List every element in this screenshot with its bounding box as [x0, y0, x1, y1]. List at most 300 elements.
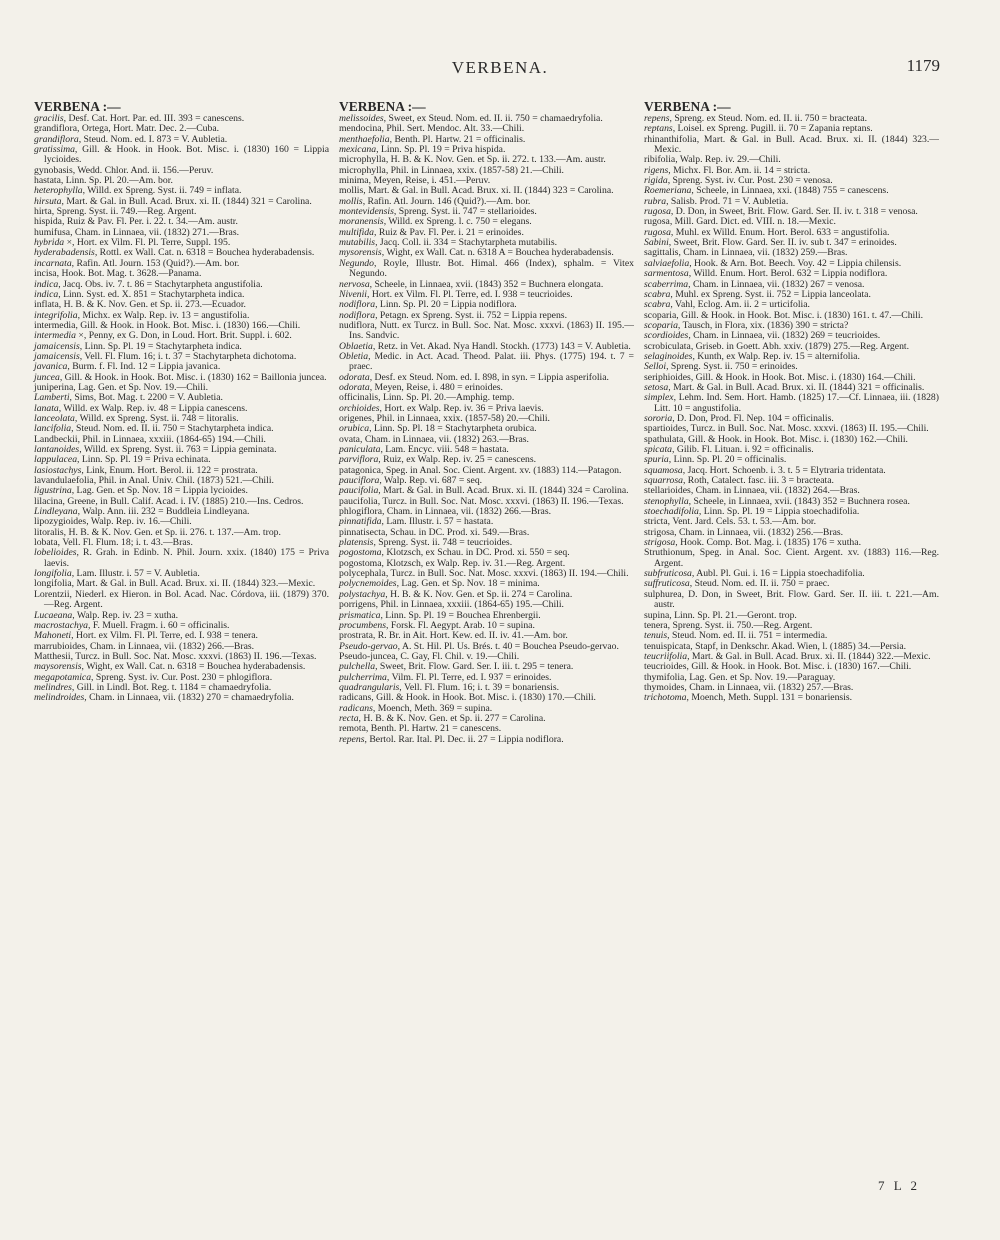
entry-citation: , Spreng. Syst. ii. 748 = teucrioides. [373, 537, 513, 549]
entry-name: lanceolata [34, 412, 75, 424]
entry-citation: , Hort. ex Vilm. Fl. Pl. Terre, ed. I. 938 = tenera. [71, 630, 258, 642]
entry-citation: , Vent. Jard. Cels. 53. t. 53.—Am. bor. [667, 516, 817, 528]
entry-citation: , Cham. in Linnaea, vii. (1832) 257.—Bras. [684, 681, 854, 693]
entry-citation: , Linn. Sp. Pl. 19 = Stachytarpheta indica. [79, 340, 242, 352]
entry-name: strigosa [644, 526, 675, 538]
entry-name: minima [339, 175, 369, 187]
entry-name: lantanoides [34, 444, 80, 455]
entry-citation: , Lag. Gen. et Sp. Nov. 18 = Lippia lycioides. [71, 485, 248, 497]
entry-citation: , Wedd. Chlor. And. ii. 156.—Peruv. [72, 164, 214, 176]
entry-citation: , D. Don, Prod. Fl. Nep. 104 = officinalis. [672, 412, 834, 424]
entry-name: polycephala [339, 568, 386, 580]
entry-citation: , Forsk. Fl. Aegypt. Arab. 10 = supina. [386, 619, 535, 631]
entry-name: radicans [339, 692, 372, 704]
entry [339, 735, 634, 745]
entry [644, 135, 939, 156]
entry-list [339, 114, 634, 745]
entry-citation: , Gilib. Fl. Lituan. i. 92 = officinalis. [671, 444, 814, 455]
entry-citation: , Griseb. in Goett. Abh. xxiv. (1879) 275.—Reg. Argent. [690, 340, 910, 352]
entry-name: stenophylla [644, 495, 689, 507]
entry-citation: , Linn. Sp. Pl. 20 = Lippia nodiflora. [375, 299, 517, 311]
entry-name: Lamberti [34, 392, 70, 404]
entry-name: scrobiculata [644, 340, 691, 352]
entry-name: incarnata [34, 257, 72, 269]
entry-citation: , Spreng. ex Steud. Nom. ed. II. ii. 750 = bracteata. [669, 113, 868, 124]
entry-name: supina [644, 609, 670, 621]
entry-name: scoparia [644, 309, 677, 321]
entry-name: lanata [34, 402, 59, 414]
entry-citation: , Jacq. Hort. Schoenb. i. 3. t. 5 = Elytraria tridentata. [682, 464, 886, 476]
entry-name: orubica [339, 423, 370, 435]
entry-citation: , Cham. in Linnaea, vii. (1832) 267 = venosa. [688, 278, 865, 290]
entry-citation: , Muhl. ex Willd. Enum. Hort. Berol. 633 = angustifolia. [670, 226, 890, 238]
entry-name: intermedia [34, 330, 76, 342]
entry-citation: , Aubl. Pl. Gui. i. 16 = Lippia stoechadifolia. [691, 568, 865, 580]
entry-citation: , F. Muell. Fragm. i. 60 = officinalis. [88, 619, 230, 631]
entry-list [644, 114, 939, 704]
entry-citation: , Lehm. Ind. Sem. Hort. Hamb. (1825) 17.—Cf. Linnaea, iii. (1828) Litt. 10 = angustifolia. [654, 392, 939, 414]
entry-citation: , Linn. Sp. Pl. 21.—Geront. trop. [669, 609, 797, 621]
entry-name: megapotamica [34, 671, 92, 683]
entry-name: strigosa [644, 537, 676, 549]
entry-citation: , R. Br. in Ait. Hort. Kew. ed. II. iv. 41.—Am. bor. [372, 630, 568, 642]
entry-citation: , Gill. & Hook. in Hook. Bot. Misc. i. (1830) 164.—Chili. [690, 371, 916, 383]
entry-name: platensis [339, 537, 374, 549]
entry-citation: , Hook. Bot. Mag. t. 3628.—Panama. [56, 268, 202, 280]
entry-citation: , Roth, Catalect. fasc. iii. 3 = bracteata. [682, 475, 834, 487]
entry-citation: , Walp. Rep. iv. 23 = xutha. [72, 609, 179, 621]
entry-name: salviaefolia [644, 257, 690, 269]
entry-name: spuria [644, 454, 669, 466]
entry-citation: , Phil. in Linnaea, xxix. (1857-58) 21.—Chili. [385, 164, 564, 176]
entry-name: sororia [644, 412, 673, 424]
entry-name: parviflora [339, 454, 379, 466]
entry-citation: , Mart. & Gal. in Bull. Acad. Brux. xi. II. (1844) 321 = Carolina. [61, 195, 312, 207]
entry-name: pauciflora [339, 475, 380, 487]
entry-citation: , Sweet, Brit. Flow. Gard. Ser. I. iii. t. 295 = tenera. [375, 661, 574, 673]
entry-citation: , Cham. in Linnaea, vii. (1832) 259.—Bras. [678, 247, 848, 259]
entry-name: nervosa [339, 278, 370, 290]
column-heading: VERBENA :— [644, 99, 731, 114]
entry-citation: , Mart. & Gal. in Bull. Acad. Brux. xi. II. (1844) 323.—Mexic. [654, 133, 939, 156]
entry-citation: , Hort. ex Walp. Rep. iv. 36 = Priva laevis. [379, 402, 544, 414]
entry-name: trichotoma [644, 692, 687, 704]
entry-citation: , Cham. in Linnaea, vii. (1832) 271.—Bras. [70, 226, 240, 238]
entry-citation: , Phil. in Linnaea, xxix. (1857-58) 20.—Chili. [371, 412, 550, 424]
entry-name: macrostachya [34, 619, 88, 631]
page-number: 1179 [906, 56, 940, 75]
entry-name: longifolia [34, 578, 72, 590]
entry [339, 321, 634, 342]
entry-citation: , Steud. Nom. ed. I. 873 = V. Aubletia. [78, 133, 228, 145]
entry-citation: , Desf. Cat. Hort. Par. ed. III. 393 = canescens. [63, 113, 245, 124]
entry-name: paucifolia [339, 485, 379, 497]
entry-name: radicans [339, 702, 373, 714]
entry-citation: , Willd. ex Spreng. l. c. 750 = elegans. [383, 216, 532, 228]
entry-citation: , Linn. Sp. Pl. 20.—Amphig. temp. [378, 392, 515, 404]
column-3 [644, 100, 939, 745]
entry-name: Struthionum [644, 547, 693, 559]
entry-citation: , Meyen, Reise, i. 480 = erinoides. [369, 381, 503, 393]
entry-citation: , R. Grah. in Edinb. N. Phil. Journ. xxix. (1840) 175 = Priva laevis. [44, 547, 329, 569]
entry-name: lobelioides [34, 547, 77, 559]
entry-citation: , Benth. Pl. Hartw. 21 = officinalis. [389, 133, 526, 145]
entry-citation: , Cham. in Linnaea, vii. (1832) 263.—Bras. [359, 433, 529, 445]
entry-citation: , Retz. in Vet. Akad. Nya Handl. Stockh. (1773) 143 = V. Aubletia. [372, 340, 631, 352]
entry-name: paniculata [339, 444, 381, 455]
entry-citation: , Desf. ex Steud. Nom. ed. I. 898, in syn. = Lippia asperifolia. [369, 371, 609, 383]
entry-name: mollis [339, 185, 364, 197]
entry-citation: , Scheele, in Linnaea, xvii. (1843) 352 = Buchnera elongata. [369, 278, 604, 290]
entry-citation: , Gill. & Hook. in Hook. Bot. Misc. i. (1830) 166.—Chili. [75, 319, 301, 331]
entry-name: hybrida [34, 237, 65, 249]
entry-name: mollis [339, 195, 363, 207]
entry-name: spicata [644, 444, 672, 455]
entry-name: marrubioides [34, 640, 86, 652]
entry-name: pulchella [339, 661, 376, 673]
entry-citation: , Walp. Rep. iv. 29.—Chili. [675, 154, 781, 166]
entry-citation: , Willd. ex Walp. Rep. iv. 48 = Lippia canescens. [58, 402, 248, 414]
entry-name: scabra [644, 288, 671, 300]
entry-citation: , Sims, Bot. Mag. t. 2200 = V. Aubletia. [69, 392, 223, 404]
entry-name: procumbens [339, 619, 386, 631]
entry-name: mutabilis [339, 237, 376, 249]
entry-citation: , Greene, in Bull. Calif. Acad. i. IV. (1885) 210.—Ins. Cedros. [62, 495, 304, 507]
entry-citation: , Benth. Pl. Hartw. 21 = canescens. [365, 723, 502, 735]
entry-citation: , Rafin. Atl. Journ. 153 (Quid?).—Am. bor. [71, 257, 240, 269]
entry-name: hirta [34, 206, 52, 218]
entry-name: squarrosa [644, 475, 683, 487]
entry-name: maysorensis [34, 661, 82, 673]
entry-name: jamaicensis [34, 340, 80, 352]
entry-citation: , Gill. in Lindl. Bot. Reg. t. 1184 = chamaedryfolia. [71, 681, 272, 693]
entry-name: subfruticosa [644, 568, 692, 580]
entry-citation: , Phil. in Anal. Univ. Chil. (1873) 521.—Chili. [93, 475, 274, 487]
entry [34, 145, 329, 166]
entry-name: indica [34, 288, 59, 300]
entry-citation: , Rafin. Atl. Journ. 146 (Quid?).—Am. bor. [362, 195, 531, 207]
entry [34, 590, 329, 611]
entry-citation: , Meyen, Reise, i. 451.—Peruv. [368, 175, 491, 187]
entry-name: indica [34, 278, 59, 290]
entry-name: Pseudo-gervao [339, 640, 398, 652]
entry-name: recta [339, 712, 359, 724]
entry-name: lavandulaefolia [34, 475, 94, 487]
entry-name: lancifolia [34, 423, 72, 435]
entry-name: montevidensis [339, 206, 394, 218]
entry-name: thymifolia [644, 671, 685, 683]
entry-citation: , Turcz. in Bull. Soc. Nat. Mosc. xxxvi. (1863) II. 195.—Chili. [685, 423, 929, 435]
column-1 [34, 100, 329, 745]
entry-citation: , Stapf, in Denkschr. Akad. Wien, l. (1885) 34.—Persia. [690, 640, 907, 652]
entry-name: spartioides [644, 423, 686, 435]
entry-citation: , Sweet, ex Steud. Nom. ed. II. ii. 750 = chamaedryfolia. [383, 113, 603, 124]
entry-name: pogostoma [339, 557, 382, 569]
entry-name: teucriifolia [644, 650, 688, 662]
entry-citation: , Schau. in DC. Prod. xi. 549.—Bras. [385, 526, 530, 538]
entry-citation: , Gill. & Hook. in Hook. Bot. Misc. i. (1830) 162.—Chili. [683, 433, 908, 445]
entry-citation: , Lag. Gen. et Sp. Nov. 19.—Chili. [73, 381, 208, 393]
entry-citation: , Mart. & Gal. in Bull. Acad. Brux. xi. II. (1844) 321 = officinalis. [668, 381, 925, 393]
entry-name: Nivenii [339, 288, 367, 300]
entry-name: porrigens [339, 599, 376, 611]
entry-name: Lorentzii [34, 588, 70, 600]
entry-citation: , Spreng. Syst. ii. 749.—Reg. Argent. [51, 206, 197, 218]
entry-citation: , Hort. ex Vilm. Fl. Pl. Terre, ed. I. 938 = teucrioides. [366, 288, 573, 300]
entry-citation: , Lam. Encyc. viii. 548 = hastata. [380, 444, 509, 455]
entry-citation: , C. Gay, Fl. Chil. v. 19.—Chili. [395, 650, 520, 662]
entry-citation: , Loisel. ex Spreng. Pugill. ii. 70 = Zapania reptans. [672, 123, 873, 135]
entry-citation: , Turcz. in Bull. Soc. Nat. Mosc. xxxvi. (1863) II. 196.—Texas. [377, 495, 624, 507]
entry-name: rugosa [644, 206, 671, 218]
entry-name: juniperina [34, 381, 74, 393]
entry-name: reptans [644, 123, 673, 135]
entry-citation: , Gill. & Hook. in Hook. Bot. Misc. i. (1830) 170.—Chili. [371, 692, 596, 704]
entry-citation: , Link, Enum. Hort. Berol. ii. 122 = prostrata. [81, 464, 258, 476]
entry-name: hirsuta [34, 195, 62, 207]
entry-citation: , Linn. Sp. Pl. 19 = Priva hispida. [376, 144, 506, 156]
entry-citation: , Michx. Fl. Bor. Am. ii. 14 = stricta. [668, 164, 811, 176]
entry-name: rigens [644, 164, 669, 176]
entry-name: Roemeriana [644, 185, 692, 197]
entry-citation: , Mart. & Gal. in Bull. Acad. Brux. xi. II. (1844) 323 = Carolina. [363, 185, 614, 197]
entry-citation: , Medic. in Act. Acad. Theod. Palat. iii. Phys. (1775) 194. t. 7 = praec. [349, 350, 634, 373]
entry-name: heterophylla [34, 185, 83, 197]
entry-citation: , Gill. & Hook. in Hook. Bot. Misc. i. (1830) 161. t. 47.—Chili. [676, 309, 924, 321]
entry-name: nodiflora [339, 299, 376, 311]
entry-name: setosa [644, 381, 669, 393]
entry-list [34, 114, 329, 704]
entry-name: tenuispicata [644, 640, 691, 652]
entry-name: mysorensis [339, 247, 382, 259]
entry-citation: , Mart. & Gal. in Bull. Acad. Brux. xi. II. (1844) 322.—Mexic. [687, 650, 931, 662]
entry-citation: , Nutt. ex Turcz. in Bull. Soc. Nat. Mosc. xxxvi. (1863) II. 195.—Ins. Sandvic. [349, 319, 634, 342]
entry-name: humifusa [34, 226, 71, 238]
entry-name: ovata [339, 433, 360, 445]
entry-citation: , H. B. & K. Nov. Gen. et Sp. ii. 274 = Carolina. [385, 588, 573, 600]
entry-citation: , Wight, ex Wall. Cat. n. 6318 A = Bouchea hyderabadensis. [381, 247, 614, 259]
entry-citation: , Jacq. Obs. iv. 7. t. 86 = Stachytarpheta angustifolia. [58, 278, 263, 290]
entry-citation: , Ortega, Hort. Matr. Dec. 2.—Cuba. [77, 123, 220, 135]
entry-citation: , Turcz. in Bull. Soc. Nat. Mosc. xxxvi. (1863) II. 194.—Chili. [385, 568, 629, 580]
entry-name: Matthesii [34, 650, 71, 662]
entry-citation: , Spreng. Syst. ii. 750.—Reg. Argent. [667, 619, 813, 631]
entry-citation: , Mart. & Gal. in Bull. Acad. Brux. xi. II. (1844) 324 = Carolina. [378, 485, 629, 497]
entry-citation: , Walp. Rep. vi. 687 = seq. [379, 475, 483, 487]
entry-citation: , Klotzsch, ex Walp. Rep. iv. 31.—Reg. Argent. [381, 557, 566, 569]
entry-citation: , Scheele, in Linnaea, xvii. (1843) 352 = Buchnera rosea. [688, 495, 910, 507]
entry-citation: , Spreng. Syst. iv. Cur. Post. 230 = phlogiflora. [91, 671, 273, 683]
entry-name: prostrata [339, 630, 373, 642]
entry-citation: , Steud. Nom. ed. II. ii. 751 = intermedia. [667, 630, 828, 642]
entry-citation: , Speg. in Anal. Soc. Cient. Argent. xv. (1883) 116.—Reg. Argent. [654, 547, 939, 569]
entry-name: prismatica [339, 609, 381, 621]
entry-name: tenera [644, 619, 668, 631]
column-2 [339, 100, 634, 745]
entry-name: sulphurea [644, 588, 682, 600]
entry-name: rigida [644, 175, 668, 187]
entry-name: phlogiflora [339, 506, 383, 518]
entry [34, 693, 329, 703]
entry-citation: , Wight, ex Wall. Cat. n. 6318 = Bouchea hyderabadensis. [81, 661, 306, 673]
entry-name: rugosa [644, 216, 670, 228]
entry-name: spathulata [644, 433, 684, 445]
entry-name: Oblaetia [339, 340, 373, 352]
entry-name: paucifolia [339, 495, 378, 507]
entry-citation: , A. St. Hil. Pl. Us. Brés. t. 40 = Bouchea Pseudo-gervao. [397, 640, 619, 652]
entry-name: lappulacea [34, 454, 78, 466]
entry [339, 352, 634, 373]
entry-name: moranensis [339, 216, 384, 228]
entry-name: jamaicensis [34, 350, 80, 362]
entry-citation: , Scheele, in Linnaea, xxi. (1848) 755 = canescens. [691, 185, 889, 197]
entry-name: longifolia [34, 568, 72, 580]
entry-citation: , D. Don, in Sweet, Brit. Flow. Gard. Ser. II. iv. t. 318 = venosa. [670, 206, 918, 218]
entry-name: mexicana [339, 144, 377, 156]
entry-name: hyderabadensis [34, 247, 95, 259]
running-head: VERBENA. [451, 58, 549, 77]
entry-name: tenuis [644, 630, 668, 642]
entry-name: nudiflora [339, 319, 375, 331]
entry-name: lasiostachys [34, 464, 82, 476]
entry-name: polycnemoides [339, 578, 397, 590]
entry-citation: , Lag. Gen. et Sp. Nov. 18 = minima. [396, 578, 540, 590]
entry-citation: , Walp. Rep. iv. 16.—Chili. [86, 516, 192, 528]
entry-citation: , Hook. Comp. Bot. Mag. i. (1835) 176 = xutha. [675, 537, 861, 549]
entry-name: polystachya [339, 588, 386, 600]
entry-name: rhinanthifolia [644, 133, 697, 145]
entry-name: pinnatisecta [339, 526, 386, 538]
entry-citation: , Cham. in Linnaea, vii. (1832) 269 = teucrioides. [688, 330, 881, 342]
entry-name: Obletia [339, 350, 369, 362]
entry-name: incisa [34, 268, 57, 280]
entry-name: patagonica [339, 464, 381, 476]
entry-name: orchioides [339, 402, 380, 414]
entry-citation: , H. B. & K. Nov. Gen. et Sp. ii. 276. t. 137.—Am. trop. [63, 526, 281, 538]
entry-name: pulcherrima [339, 671, 387, 683]
entry-name: pogostoma [339, 547, 382, 559]
entry-name: hastata [34, 175, 61, 187]
entry-name: odorata [339, 371, 370, 383]
entry-citation: , Kunth, ex Walp. Rep. iv. 15 = alternifolia. [692, 350, 860, 362]
entry-citation: , Jacq. Coll. ii. 334 = Stachytarpheta mutabilis. [375, 237, 558, 249]
entry-name: nodiflora [339, 309, 376, 321]
entry-name: sarmentosa [644, 268, 689, 280]
entry-name: simplex [644, 392, 674, 404]
entry-name: grandiflora [34, 123, 78, 135]
entry-citation: , Cham. in Linnaea, vii. (1832) 266.—Bras. [85, 640, 255, 652]
entry [644, 590, 939, 611]
entry-citation: , Phil. in Linnaea, xxxiii. (1864-65) 194.—Chili. [77, 433, 266, 445]
entry-citation: , Burm. f. Fl. Ind. 12 = Lippia javanica. [67, 361, 221, 373]
entry-citation: , Vell. Fl. Flum. 16; i. t. 39 = bonariensis. [399, 681, 560, 693]
entry-name: remota [339, 723, 366, 735]
entry-citation: , Cham. in Linnaea, vii. (1832) 256.—Bras. [674, 526, 844, 538]
entry-citation: , Klotzsch, ex Schau. in DC. Prod. xi. 550 = seq. [381, 547, 570, 559]
entry-name: litoralis [34, 526, 64, 538]
entry-citation: , Muhl. ex Spreng. Syst. ii. 752 = Lippia lanceolata. [670, 288, 871, 300]
entry [644, 393, 939, 414]
entry-citation: , H. B. & K. Nov. Gen. et Sp. ii. 273.—Ecuador. [58, 299, 246, 311]
entry-name: suffruticosa [644, 578, 690, 590]
entry-citation: , Lam. Illustr. i. 57 = hastata. [381, 516, 494, 528]
entry-citation: , Michx. ex Walp. Rep. iv. 13 = angustifolia. [77, 309, 250, 321]
entry-name: gratissima [34, 144, 75, 156]
entry-name: ribifolia [644, 154, 676, 166]
column-heading: VERBENA :— [339, 99, 426, 114]
entry-citation: , Lag. Gen. et Sp. Nov. 19.—Paraguay. [684, 671, 836, 683]
entry-name: intermedia [34, 319, 76, 331]
entry-citation: , Vell. Fl. Flum. 18; i. t. 43.—Bras. [57, 537, 193, 549]
entry-name: seriphioides [644, 371, 691, 383]
entry [339, 259, 634, 280]
entry-citation: , Steud. Nom. ed. II. ii. 750 = praec. [689, 578, 830, 590]
entry-citation: , Linn. Sp. Pl. 18 = Stachytarpheta orubica. [369, 423, 537, 435]
entry-name: rubra [644, 195, 667, 207]
entry-name: repens [339, 733, 365, 745]
entry-citation: , Spreng. Syst. ii. 747 = stellarioides. [393, 206, 537, 218]
entry-citation: , Phil. in Linnaea, xxxiii. (1864-65) 195.—Chili. [375, 599, 564, 611]
entry-name: grandiflora [34, 133, 79, 145]
entry-name: lilacina [34, 495, 63, 507]
entry-citation: , Sweet, Brit. Flow. Gard. Ser. II. iv. sub t. 347 = erinoides. [668, 237, 897, 249]
entry-citation: , Gill. & Hook. in Hook. Bot. Misc. i. (1830) 162 = Baillonia juncea. [59, 371, 327, 383]
entry-citation: , Ruiz, ex Walp. Rep. iv. 25 = canescens. [378, 454, 537, 466]
entry-name: Lindleyana [34, 506, 78, 518]
entry-name: selaginoides [644, 350, 693, 362]
entry-name: juncea [34, 371, 60, 383]
entry-name: melindroides [34, 692, 85, 704]
entry-citation: , Tausch, in Flora, xix. (1836) 390 = stricta? [677, 319, 849, 331]
entry-name: gynobasis [34, 164, 73, 176]
entry-name: rugosa [644, 226, 671, 238]
entry-citation: , Gill. & Hook. in Hook. Bot. Misc. i. (1830) 167.—Chili. [686, 661, 912, 673]
entry-citation: , Vell. Fl. Flum. 16; i. t. 37 = Stachytarpheta dichotoma. [79, 350, 297, 362]
signature-mark: 7 L 2 [878, 1178, 920, 1193]
entry-citation: , Linn. Sp. Pl. 20 = officinalis. [668, 454, 787, 466]
entry-citation: , H. B. & K. Nov. Gen. et Sp. ii. 272. t. 133.—Am. austr. [385, 154, 606, 166]
entry-name: officinalis [339, 392, 379, 404]
entry-name: thymoides [644, 681, 685, 693]
entry-citation: , Vilm. Fl. Pl. Terre, ed. I. 937 = erinoides. [386, 671, 552, 683]
entry-citation: , Petagn. ex Spreng. Syst. ii. 752 = Lippia repens. [375, 309, 568, 321]
entry-name: stricta [644, 516, 668, 528]
entry-citation: , Salisb. Prod. 71 = V. Aubletia. [666, 195, 789, 207]
entry-citation: , Linn. Sp. Pl. 19 = Priva echinata. [77, 454, 211, 466]
entry-name: lipozygioides [34, 516, 87, 528]
entry-name: scordioides [644, 330, 689, 342]
entry-citation: , Vahl, Eclog. Am. ii. 2 = urticifolia. [670, 299, 810, 311]
entry-citation: , Cham. in Linnaea, vii. (1832) 264.—Bras. [690, 485, 860, 497]
entry-columns [34, 100, 940, 745]
entry-citation: , Spreng. Syst. iv. Cur. Post. 230 = venosa. [667, 175, 833, 187]
entry-citation: , Willd. ex Spreng. Syst. ii. 748 = litoralis. [74, 412, 239, 424]
entry-citation: , Bertol. Rar. Ital. Pl. Dec. ii. 27 = Lippia nodiflora. [364, 733, 564, 745]
entry [644, 693, 939, 703]
entry-name: hispida [34, 216, 62, 228]
entry-name: scabra [644, 299, 671, 311]
entry-name: multifida [339, 226, 374, 238]
entry-name: teucrioides [644, 661, 687, 673]
entry-citation: ×, Hort. ex Vilm. Fl. Pl. Terre, Suppl. 195. [64, 237, 231, 249]
entry-citation: , Speg. in Anal. Soc. Cient. Argent. xv. (1883) 114.—Patagon. [380, 464, 622, 476]
entry-name: mendocina [339, 123, 382, 135]
entry-citation: , Mart. & Gal. in Bull. Acad. Brux. xi. II. (1844) 323.—Mexic. [71, 578, 316, 590]
entry-citation: , Rottl. ex Wall. Cat. n. 6318 = Bouchea hyderabadensis. [94, 247, 315, 259]
entry-name: sagittalis [644, 247, 679, 259]
entry-name: Selloi [644, 361, 667, 373]
entry-name: inflata [34, 299, 59, 311]
